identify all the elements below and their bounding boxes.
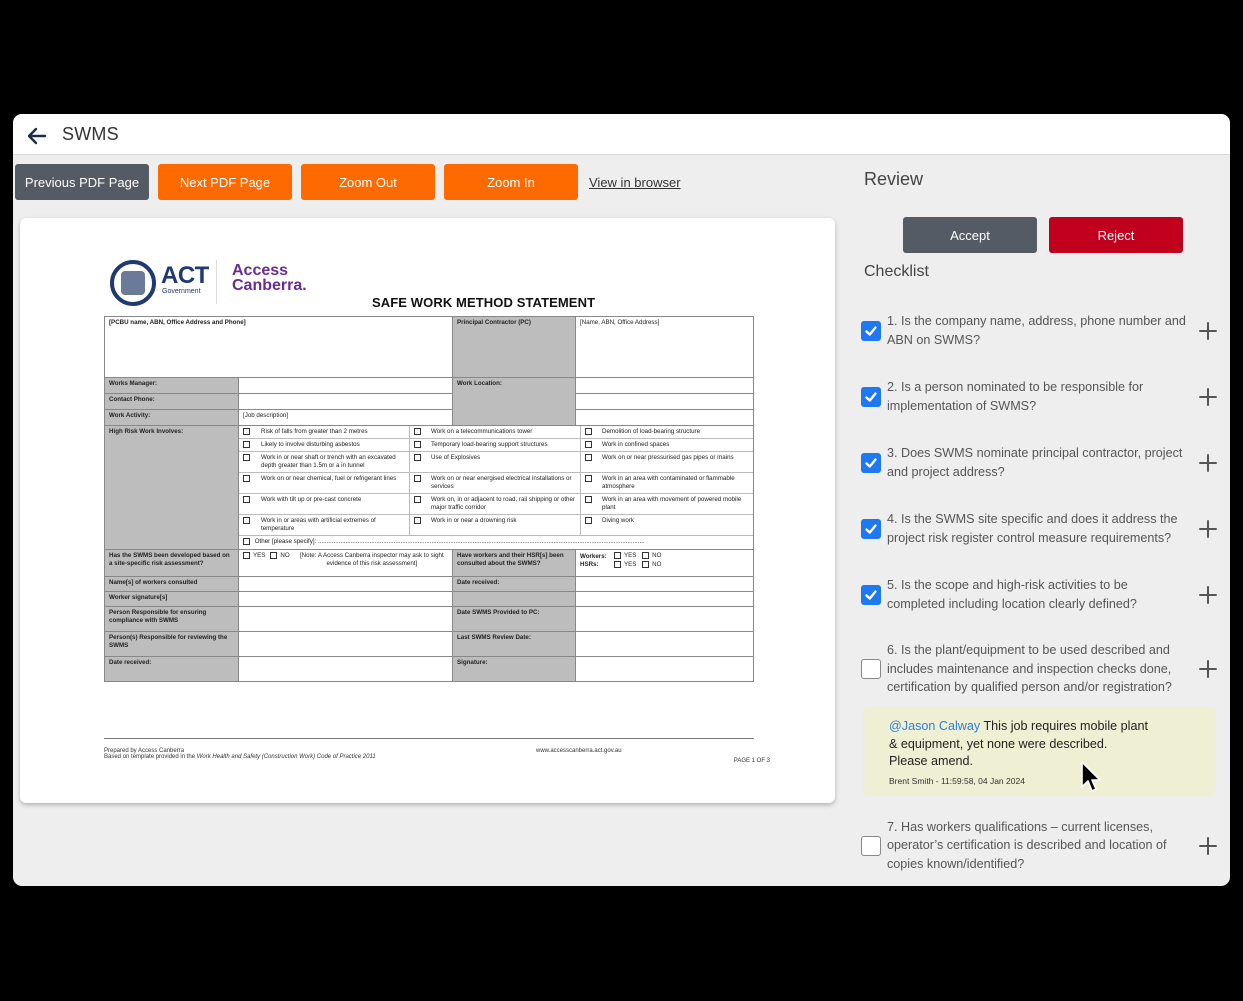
checklist-title: Checklist [864,263,929,280]
works-manager-field [239,378,453,394]
checkbox-icon [585,496,592,503]
workers-label: Workers: [580,552,607,560]
high-risk-checkbox-cell [409,473,427,494]
work-location-field-3 [576,410,754,426]
comment-text-line2: & equipment, yet none were described. [889,736,1108,751]
principal-contractor-label: Principal Contractor (PC) [453,317,576,378]
checklist [859,311,1230,874]
checkbox-icon [414,475,421,482]
hsr-consult-label: Have workers and their HSR[s] been consulted about the SWMS? [453,550,576,577]
high-risk-checkbox-cell [409,426,427,439]
high-risk-row [239,426,753,439]
yes-label: YES [624,552,637,560]
checklist-item [859,443,1230,483]
footer-based-italic: Work Health and Safety (Construction Work) Code of Practice 2011 [196,754,376,760]
comment-timestamp: - 11:59:58, 04 Jan 2024 [933,775,1025,786]
checklist-checkbox[interactable] [861,387,881,407]
hsrs-label: HSRs: [580,560,599,568]
footer-prepared: Prepared by Access Canberra [104,748,185,754]
site-specific-label: Has the SWMS been developed based on a site-specific risk assessment? [105,550,239,577]
hsr-consult-field [576,550,754,577]
yes-label: YES [253,552,266,560]
previous-pdf-page-button[interactable]: Previous PDF Page [15,164,149,200]
high-risk-row [239,473,753,494]
work-activity-label: Work Activity: [105,410,239,426]
high-risk-option-label: Demolition of load-bearing structure [598,426,753,439]
high-risk-checkbox-cell [409,515,427,536]
high-risk-option-label: Work in an area with contaminated or flammable atmosphere [598,473,753,494]
high-risk-option-label: Work in or near a drowning risk [427,515,580,536]
checkbox-icon [243,441,250,448]
pdf-footer [104,738,770,764]
pdf-viewer[interactable] [20,218,835,803]
comment-mention[interactable]: @Jason Calway [889,719,981,734]
pcbu-field: [PCBU name, ABN, Office Address and Phone] [105,317,453,378]
high-risk-other-label: Other [please specify]: .............................................................................................................................................................................................. [254,538,645,546]
worker-signature-label: Worker signature[s] [105,592,239,607]
high-risk-option-label: Work on or near pressurised gas pipes or mains [598,452,753,473]
high-risk-option-label: Risk of falls from greater than 2 metres [257,426,409,439]
high-risk-option-label: Temporary load-bearing support structures [427,439,580,452]
comment-author: Brent Smith [889,775,934,786]
checkmark-icon [864,390,878,404]
arrow-left-icon[interactable] [25,124,49,148]
person-reviewing-label: Person(s) Responsible for reviewing the SWMS [105,632,239,657]
comment-text-line1: This job requires mobile plant [980,719,1148,734]
checkbox-icon [414,428,421,435]
checklist-item [859,377,1230,417]
high-risk-option-label: Likely to involve disturbing asbestos [257,439,409,452]
no-label: NO [652,560,662,568]
high-risk-options [239,426,753,536]
high-risk-checkbox-cell [580,473,598,494]
checkbox-icon [243,517,250,524]
checkbox-icon [585,428,592,435]
last-review-field [576,632,754,657]
high-risk-checkbox-cell [239,473,257,494]
checkbox-icon [614,561,621,568]
footer-page-number: PAGE 1 OF 3 [733,758,770,764]
accept-button[interactable]: Accept [903,217,1037,253]
checkbox-icon [585,475,592,482]
page-title: SWMS [62,123,119,144]
high-risk-row [239,439,753,452]
view-in-browser-link[interactable]: View in browser [589,174,681,190]
person-compliance-field [239,607,453,632]
date-received-field-2 [239,657,453,682]
footer-based-on [104,754,754,760]
high-risk-other-row [239,536,753,549]
checklist-item-text: 7. Has workers qualifications – current licenses, operator’s certification is described and location of copies known/identified? [887,819,1167,872]
checkbox-icon [243,475,250,482]
signature-field [576,657,754,682]
checkbox-icon [243,496,250,503]
checklist-item [859,509,1230,549]
comment-text-line3: Please amend. [889,754,974,769]
comment-card [863,707,1216,796]
high-risk-option-label: Work in an area with movement of powered mobile plant [598,494,753,515]
checkbox-icon [642,552,649,559]
checkbox-icon [414,454,421,461]
high-risk-checkbox-cell [239,426,257,439]
logo-divider [216,260,217,304]
high-risk-checkbox-cell [580,439,598,452]
checklist-item-text: 4. Is the SWMS site specific and does it address the project risk register control measure requirements? [887,512,1178,545]
swms-form-table [104,316,754,682]
checkmark-icon [864,324,878,338]
site-specific-field [239,550,453,577]
high-risk-checkbox-cell [409,452,427,473]
high-risk-checkbox-cell [239,494,257,515]
act-logo-text: ACT [161,262,209,289]
checkbox-icon [414,441,421,448]
footer-divider [104,738,754,739]
next-pdf-page-button[interactable]: Next PDF Page [158,164,292,200]
checklist-item-text: 1. Is the company name, address, phone number and ABN on SWMS? [887,314,1186,347]
pdf-header [104,256,754,316]
checkbox-icon [414,496,421,503]
checklist-item-text: 2. Is a person nominated to be responsible for implementation of SWMS? [887,380,1144,413]
zoom-out-button[interactable]: Zoom Out [301,164,435,200]
footer-based-prefix: Based on template provided in the [104,754,197,760]
plus-icon[interactable] [1198,659,1218,679]
workers-consulted-field [239,577,453,592]
date-received-field [576,577,754,592]
mouse-cursor-icon [1080,760,1102,794]
checkmark-icon [864,522,878,536]
plus-icon[interactable] [1198,387,1218,407]
checklist-checkbox[interactable] [861,321,881,341]
checkbox-icon [614,552,621,559]
high-risk-row [239,494,753,515]
high-risk-label: High Risk Work Involves: [105,426,239,550]
review-title: Review [864,169,924,189]
pdf-page [104,256,754,682]
high-risk-checkbox-cell [409,494,427,515]
high-risk-option-label: Work on a telecommunications tower [427,426,580,439]
high-risk-checkbox-cell [239,515,257,536]
high-risk-checkbox-cell [580,494,598,515]
checklist-item-text: 5. Is the scope and high-risk activities to be completed including location clearly defined? [887,578,1137,611]
date-provided-pc-field [576,607,754,632]
high-risk-option-label: Diving work [598,515,753,536]
high-risk-option-label: Work on or near chemical, fuel or refrigerant lines [257,473,409,494]
high-risk-option-label: Work with tilt up or pre-cast concrete [257,494,409,515]
no-label: NO [280,552,290,560]
contact-phone-field [239,394,453,410]
person-compliance-label: Person Responsible for ensuring compliance with SWMS [105,607,239,632]
checklist-item-text: 6. Is the plant/equipment to be used described and includes maintenance and inspection checks done, certification by qualified person and/or registration? [887,643,1172,695]
high-risk-grid [239,426,754,550]
act-seal-logo-icon [110,260,156,306]
contact-phone-label: Contact Phone: [105,394,239,410]
footer-website: www.accesscanberra.act.gov.au [536,748,622,754]
work-location-field [576,378,754,394]
plus-icon[interactable] [1198,321,1218,341]
high-risk-option-label: Use of Explosives [427,452,580,473]
plus-icon[interactable] [1198,585,1218,605]
checklist-checkbox[interactable] [861,453,881,473]
blank-field [576,592,754,607]
high-risk-checkbox-cell [580,426,598,439]
act-government-text: Government [162,288,201,295]
date-received-label: Date received: [453,577,576,592]
high-risk-checkbox-cell [239,452,257,473]
date-received-label-2: Date received: [105,657,239,682]
high-risk-checkbox-cell [239,439,257,452]
high-risk-checkbox-cell [580,452,598,473]
app-window [13,114,1230,886]
comment-body [889,718,1190,771]
last-review-label: Last SWMS Review Date: [453,632,576,657]
checkbox-icon [243,428,250,435]
review-actions [903,217,1183,253]
checkbox-icon [243,538,250,545]
checkbox-icon [243,454,250,461]
high-risk-option-label: Work on or near energised electrical installations or services [427,473,580,494]
checkbox-icon [585,441,592,448]
pdf-toolbar [15,164,681,200]
blank-label [453,592,576,607]
checklist-item [859,818,1230,874]
checkbox-icon [642,561,649,568]
date-provided-pc-label: Date SWMS Provided to PC: [453,607,576,632]
high-risk-row [239,452,753,473]
work-location-field-2 [576,394,754,410]
document-title: SAFE WORK METHOD STATEMENT [372,295,596,310]
checklist-item [859,311,1230,351]
high-risk-option-label: Work in confined spaces [598,439,753,452]
plus-icon[interactable] [1198,836,1218,856]
works-manager-label: Works Manager: [105,378,239,394]
checkbox-icon [585,517,592,524]
access-canberra-line2: Canberra. [232,277,307,294]
plus-icon[interactable] [1198,519,1218,539]
zoom-in-button[interactable]: Zoom In [444,164,578,200]
access-canberra-line1: Access [232,262,289,279]
checkbox-icon [243,552,250,559]
checklist-checkbox[interactable] [861,519,881,539]
work-activity-field: [Job description] [239,410,453,426]
yes-label: YES [624,560,637,568]
inspector-note: [Note: A Access Canberra inspector may ask to sight evidence of this risk assessment] [299,552,444,568]
person-reviewing-field [239,632,453,657]
high-risk-checkbox-cell [580,515,598,536]
checklist-item [859,575,1230,615]
work-location-label: Work Location: [453,378,576,426]
no-label: NO [652,552,662,560]
checkmark-icon [864,456,878,470]
high-risk-row [239,515,753,536]
high-risk-option-label: Work in or near shaft or trench with an excavated depth greater than 1.5m or a in tunnel [257,452,409,473]
checklist-checkbox[interactable] [861,659,881,679]
checklist-checkbox[interactable] [861,585,881,605]
comment-meta [889,776,1190,786]
access-canberra-logo [232,263,307,293]
high-risk-option-label: Work on, in or adjacent to road, rail shipping or other major traffic corridor [427,494,580,515]
reject-button[interactable]: Reject [1049,217,1183,253]
signature-label: Signature: [453,657,576,682]
plus-icon[interactable] [1198,453,1218,473]
checklist-checkbox[interactable] [861,836,881,856]
checkmark-icon [864,588,878,602]
worker-signature-field [239,592,453,607]
high-risk-option-label: Work in or areas with artificial extremes of temperature [257,515,409,536]
checklist-item [859,641,1230,697]
workers-consulted-label: Name[s] of workers consulted [105,577,239,592]
principal-contractor-field: [Name, ABN, Office Address] [576,317,754,378]
checkbox-icon [414,517,421,524]
review-panel [864,169,1230,280]
checkbox-icon [585,454,592,461]
checkbox-icon [270,552,277,559]
checklist-item-text: 3. Does SWMS nominate principal contractor, project and project address? [887,446,1183,479]
high-risk-checkbox-cell [409,439,427,452]
top-bar [13,114,1230,155]
